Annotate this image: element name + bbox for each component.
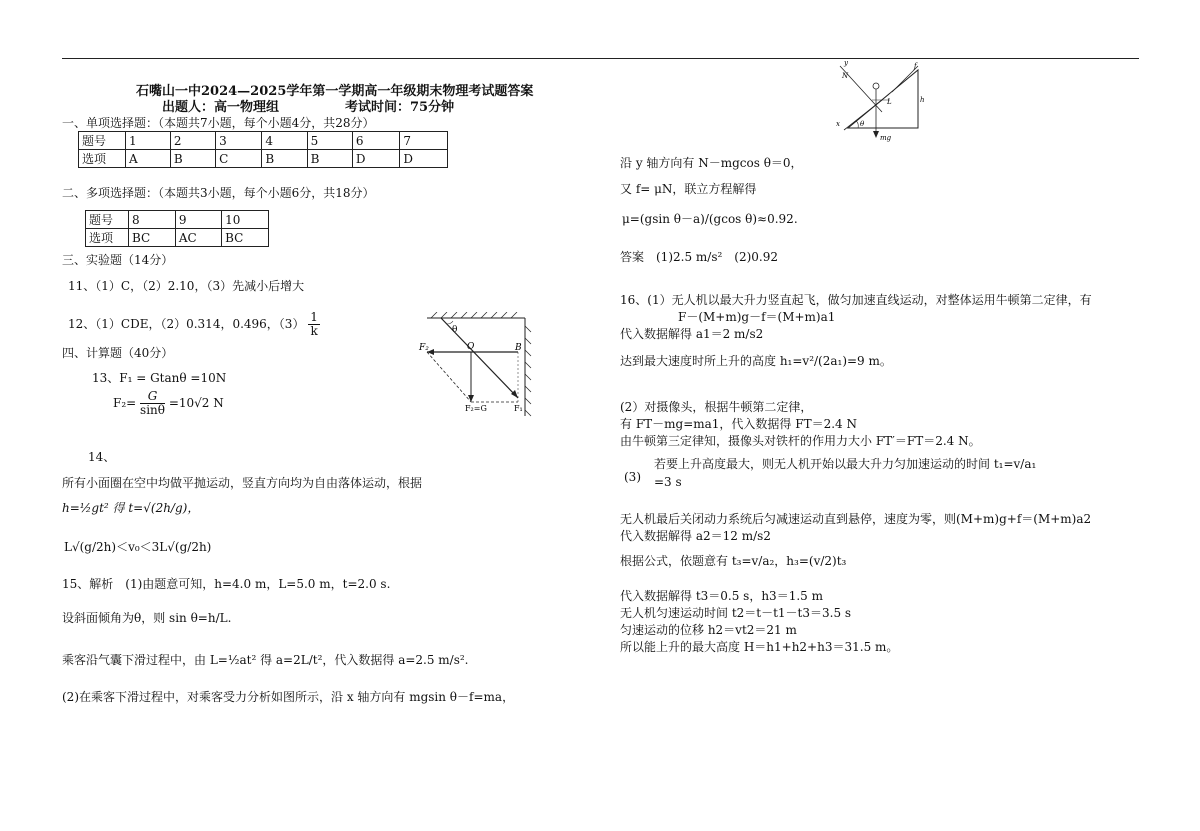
fig2-y-label: y [844, 60, 848, 67]
author-line: 出题人：高一物理组 [162, 100, 280, 115]
q15-line3: 乘客沿气囊下滑过程中，由 L=½at² 得 a=2L/t²，代入数据得 a=2.5 m/s². [62, 653, 469, 667]
q16-line13: 代入数据解得 t3＝0.5 s，h3＝1.5 m [620, 589, 823, 603]
fig2-h-label: h [920, 96, 925, 104]
table-cell: C [216, 150, 262, 168]
table-cell: 8 [129, 211, 176, 229]
q11-answer: 11、（1）C，（2）2.10，（3）先减小后增大 [68, 279, 305, 293]
q15-line2: 设斜面倾角为θ，则 sin θ=h/L. [62, 611, 232, 625]
q16-line10: 无人机最后关闭动力系统后匀减速运动直到悬停，速度为零，则(M+m)g+f＝(M+m)a2 [620, 512, 1092, 526]
q15-line1: 15、解析 (1)由题意可知，h=4.0 m，L=5.0 m，t=2.0 s. [62, 577, 391, 591]
table-cell: B [262, 150, 307, 168]
table-cell: 4 [262, 132, 307, 150]
q16-line9: =3 s [654, 475, 682, 489]
q15-line4: (2)在乘客下滑过程中，对乘客受力分析如图所示，沿 x 轴方向有 mgsin θ－f=ma， [62, 690, 515, 704]
fig2-l-label: L [887, 98, 892, 106]
fig1-f1-label: F₁ [514, 404, 523, 413]
table-cell: 6 [352, 132, 400, 150]
q14-formula: h=½gt² 得 t=√(2h/g)， [62, 501, 200, 515]
table-cell: BC [222, 229, 269, 247]
frac-den: sinθ [140, 403, 165, 417]
multi-choice-table [85, 210, 269, 247]
q16-line16: 所以能上升的最大高度 H＝h1+h2+h3＝31.5 m。 [620, 640, 899, 654]
q16-line6: 有 FT－mg=ma1，代入数据得 FT＝2.4 N [620, 417, 857, 431]
fig2-x-label: x [836, 120, 840, 128]
fig1-o-label: O [467, 342, 475, 352]
table-label-q: 题号 [79, 132, 126, 150]
fig1-f2-label: F₂ [419, 343, 429, 353]
section3-heading: 三、实验题（14分） [62, 253, 174, 267]
fig2-f-label: f [914, 62, 917, 70]
q16-line2: F－(M+m)g－f＝(M+m)a1 [678, 310, 836, 324]
answer-summary: 答案 (1)2.5 m/s² (2)0.92 [620, 250, 779, 264]
table-cell: D [352, 150, 400, 168]
r-line1: 沿 y 轴方向有 N－mgcos θ＝0， [620, 156, 803, 170]
q12-answer [68, 311, 320, 338]
table-cell: A [126, 150, 171, 168]
q16-line4: 达到最大速度时所上升的高度 h₁=v²/(2a₁)=9 m。 [620, 354, 892, 368]
q13-f2-post: =10√2 N [168, 396, 224, 410]
table-cell: D [400, 150, 448, 168]
fig2-theta-label: θ [860, 120, 865, 128]
table-cell: 1 [126, 132, 171, 150]
fig2-n-label: N [842, 72, 849, 80]
q12-text: 12、（1）CDE，（2）0.314，0.496，（3） [68, 317, 305, 331]
single-choice-table [78, 131, 448, 168]
table-label-a: 选项 [79, 150, 126, 168]
q16-line15: 匀速运动的位移 h2＝vt2＝21 m [620, 623, 797, 637]
table-cell: B [307, 150, 352, 168]
section4-heading: 四、计算题（40分） [62, 346, 174, 360]
q14-label: 14、 [88, 450, 116, 464]
q13-f2-pre: F₂= [113, 396, 137, 410]
table-cell: 5 [307, 132, 352, 150]
table-cell: 3 [216, 132, 262, 150]
q16-line11: 代入数据解得 a2＝12 m/s2 [620, 529, 771, 543]
table-cell: 10 [222, 211, 269, 229]
frac-num: 1 [310, 310, 318, 324]
table-cell: AC [175, 229, 221, 247]
fig1-b-label: B [515, 343, 522, 353]
table-label-q: 题号 [86, 211, 129, 229]
time-line: 考试时间：75分钟 [345, 100, 455, 115]
q13-fraction [140, 390, 165, 417]
table-cell: BC [129, 229, 176, 247]
frac-den: k [310, 324, 318, 338]
q13-line1: 13、F₁ = Gtanθ =10N [92, 371, 227, 385]
table-cell: 2 [170, 132, 215, 150]
q14-range: L√(g/2h)＜v₀＜3L√(g/2h) [64, 540, 212, 554]
q14-text: 所有小面圈在空中均做平抛运动，竖直方向均为自由落体运动，根据 [62, 476, 423, 490]
fig2-mg-label: mg [880, 134, 892, 142]
table-cell: 7 [400, 132, 448, 150]
q16-line8: 若要上升高度最大，则无人机开始以最大升力匀加速运动的时间 t₁=v/a₁ [654, 457, 1037, 471]
q16-line5: (2）对摄像头，根据牛顿第二定律， [620, 400, 813, 414]
section1-heading: 一、单项选择题：（本题共7小题，每个小题4分，共28分） [62, 116, 375, 130]
q16-line7: 由牛顿第三定律知，摄像头对铁杆的作用力大小 FT′＝FT＝2.4 N。 [620, 434, 981, 448]
table-cell: B [170, 150, 215, 168]
q16-line12: 根据公式，依题意有 t₃=v/a₂，h₃=(v/2)t₃ [620, 554, 847, 568]
top-rule [62, 58, 1139, 59]
q16-line3: 代入数据解得 a1＝2 m/s2 [620, 327, 764, 341]
q13-line2 [113, 390, 224, 417]
page-title: 石嘴山一中2024—2025学年第一学期高一年级期末物理考试题答案 [136, 84, 534, 99]
table-label-a: 选项 [86, 229, 129, 247]
q16-line1: 16、(1）无人机以最大升力竖直起飞，做匀加速直线运动，对整体运用牛顿第二定律，有 [620, 293, 1092, 307]
incline-diagram [832, 60, 942, 145]
q16-line14: 无人机匀速运动时间 t2＝t－t1－t3＝3.5 s [620, 606, 852, 620]
q16-part3-label: (3) [624, 470, 641, 484]
force-diagram-1 [415, 312, 540, 417]
table-cell: 9 [175, 211, 221, 229]
r-line2: 又 f= μN，联立方程解得 [620, 182, 757, 196]
frac-num: G [140, 390, 165, 404]
r-line3: μ=(gsin θ－a)/(gcos θ)≈0.92. [622, 212, 798, 226]
fig1-f2g-label: F₂=G [465, 404, 487, 413]
section2-heading: 二、多项选择题：（本题共3小题，每个小题6分，共18分） [62, 186, 375, 200]
fig1-theta-label: θ [452, 325, 458, 335]
q12-fraction [308, 311, 320, 338]
